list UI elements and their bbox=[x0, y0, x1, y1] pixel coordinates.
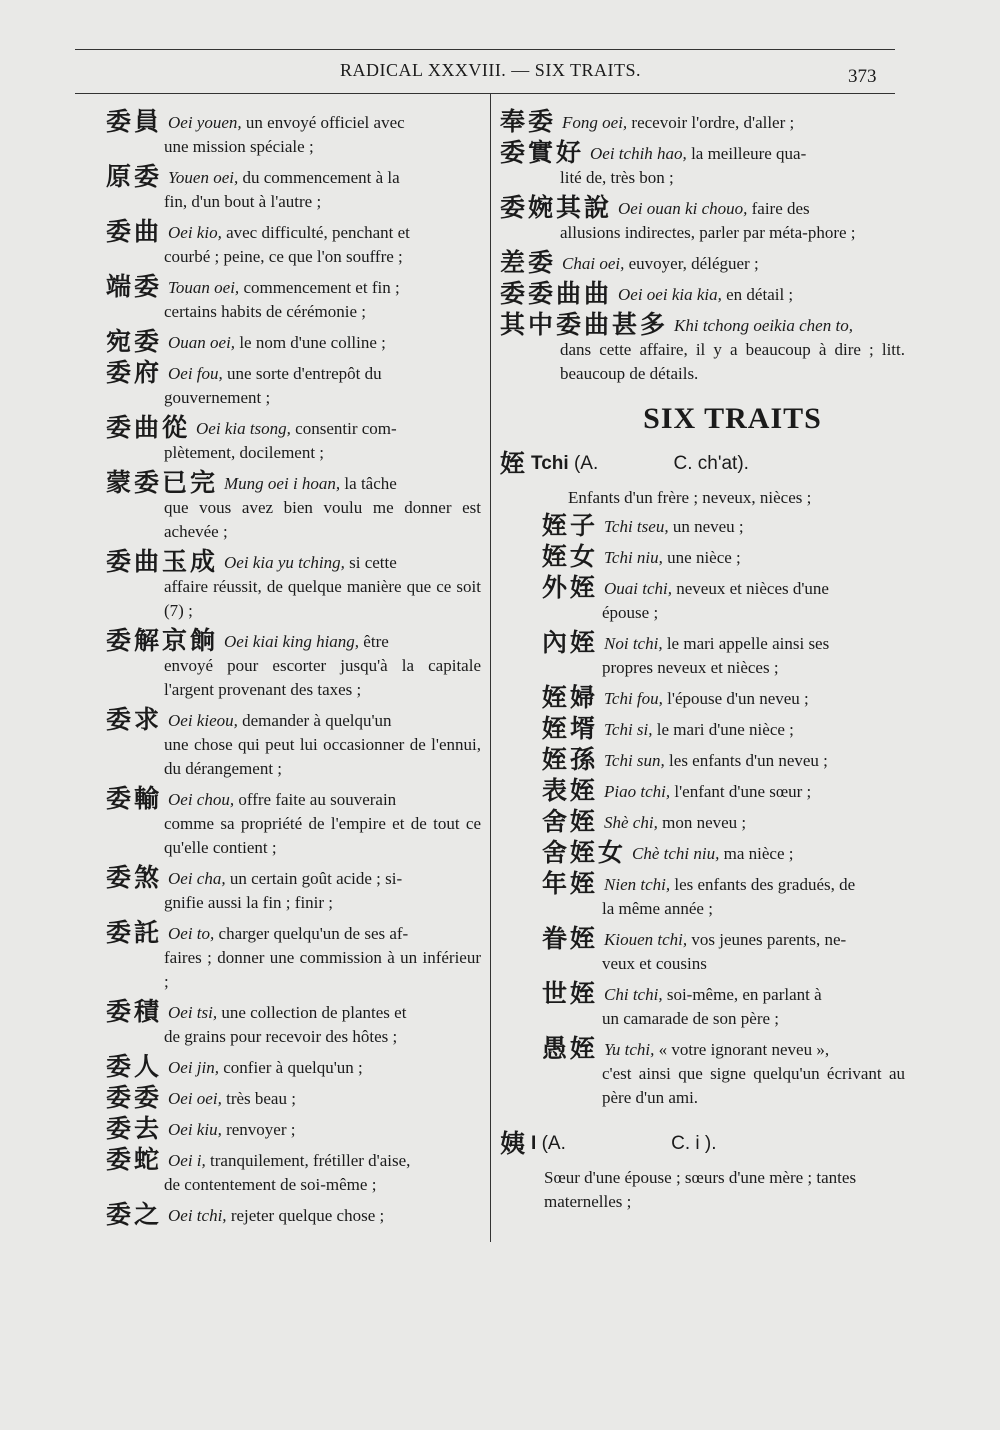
entry: 委煞 Oei cha, un certain goût acide ; si- gnifie aussi la fin ; finir ; bbox=[106, 863, 403, 912]
entry: 委蛇 Oei i, tranquilement, frétiller d'aise, de contentement de soi-même ; bbox=[106, 1145, 411, 1194]
page-number: 373 bbox=[848, 66, 877, 87]
entry: 舍姪 Shè chi, mon neveu ; bbox=[542, 807, 747, 836]
running-header: RADICAL XXXVIII. — SIX TRAITS. bbox=[340, 60, 641, 80]
entry: 委人 Oei jin, confier à quelqu'un ; bbox=[106, 1052, 363, 1081]
section-title: SIX TRAITS bbox=[643, 402, 822, 435]
entry: 愚姪 Yu tchi, « votre ignorant neveu », c'est ainsi que signe quelqu'un écrivant au père d'un ami. bbox=[542, 1034, 905, 1107]
entry: 外姪 Ouai tchi, neveux et nièces d'une épouse ; bbox=[542, 573, 829, 622]
entry: 委之 Oei tchi, rejeter quelque chose ; bbox=[106, 1200, 385, 1229]
top-rule bbox=[75, 49, 895, 50]
entry: 委曲玉成 Oei kia yu tching, si cette affaire réussit, de quelque manière que ce soit (7) ; bbox=[106, 547, 481, 620]
entry: 姪婦 Tchi fou, l'épouse d'un neveu ; bbox=[542, 683, 809, 712]
entry: 委託 Oei to, charger quelqu'un de ses af- faires ; donner une commission à un inférieur ; bbox=[106, 918, 481, 991]
headword-entry: 姪 Tchi (A. C. ch'at). bbox=[500, 449, 749, 478]
entry: 姪女 Tchi niu, une nièce ; bbox=[542, 542, 741, 571]
entry: 姪孫 Tchi sun, les enfants d'un neveu ; bbox=[542, 745, 828, 774]
entry: 內姪 Noi tchi, le mari appelle ainsi ses propres neveux et nièces ; bbox=[542, 628, 830, 677]
entry: 奉委 Fong oei, recevoir l'ordre, d'aller ; bbox=[500, 107, 795, 136]
headword-entry: 姨 I (A. C. i ). bbox=[500, 1129, 717, 1158]
entry: 委曲從 Oei kia tsong, consentir com- plètement, docilement ; bbox=[106, 413, 397, 462]
entry: 原委 Youen oei, du commencement à la fin, d'un bout à l'autre ; bbox=[106, 162, 400, 211]
entry: 蒙委已完 Mung oei i hoan, la tâche que vous avez bien voulu me donner est achevée ; bbox=[106, 468, 481, 541]
left-column bbox=[106, 107, 481, 1234]
entry: 宛委 Ouan oei, le nom d'une colline ; bbox=[106, 327, 386, 356]
entry: 差委 Chai oei, euvoyer, déléguer ; bbox=[500, 248, 759, 277]
entry: 眷姪 Kiouen tchi, vos jeunes parents, ne- veux et cousins bbox=[542, 924, 847, 973]
right-column bbox=[500, 107, 905, 1218]
entry: 委去 Oei kiu, renvoyer ; bbox=[106, 1114, 296, 1143]
entry: 委府 Oei fou, une sorte d'entrepôt du gouvernement ; bbox=[106, 358, 382, 407]
header-rule bbox=[75, 93, 895, 94]
entry: 舍姪女 Chè tchi niu, ma nièce ; bbox=[542, 838, 794, 867]
entry: 年姪 Nien tchi, les enfants des gradués, de la même année ; bbox=[542, 869, 856, 918]
entry: 委員 Oei youen, un envoyé officiel avec une mission spéciale ; bbox=[106, 107, 405, 156]
entry: 委解京餉 Oei kiai king hiang, être envoyé pour escorter jusqu'à la capitale l'argent provenant des taxes ; bbox=[106, 626, 481, 699]
entry: 世姪 Chi tchi, soi-même, en parlant à un camarade de son père ; bbox=[542, 979, 822, 1028]
entry: 委實好 Oei tchih hao, la meilleure qua- lité de, très bon ; bbox=[500, 138, 807, 187]
entry: 委曲 Oei kio, avec difficulté, penchant et courbé ; peine, ce que l'on souffre ; bbox=[106, 217, 410, 266]
entry: 其中委曲甚多 Khi tchong oeikia chen to, dans cette affaire, il y a beaucoup à dire ; litt. beaucoup de détails. bbox=[500, 310, 905, 383]
headword-definition: Enfants d'un frère ; neveux, nièces ; bbox=[568, 488, 812, 507]
entry: 端委 Touan oei, commencement et fin ; certains habits de cérémonie ; bbox=[106, 272, 400, 321]
entry: 委婉其說 Oei ouan ki chouo, faire des allusions indirectes, parler par méta-phore ; bbox=[500, 193, 856, 242]
entry: 委輸 Oei chou, offre faite au souverain comme sa propriété de l'empire et de tout ce qu'elle contient ; bbox=[106, 784, 481, 857]
headword-definition: Sœur d'une épouse ; sœurs d'une mère ; tantes maternelles ; bbox=[544, 1168, 857, 1211]
entry: 委委 Oei oei, très beau ; bbox=[106, 1083, 296, 1112]
entry: 委求 Oei kieou, demander à quelqu'un une chose qui peut lui occasionner de l'ennui, du dérangement ; bbox=[106, 705, 481, 778]
entry: 委積 Oei tsi, une collection de plantes et de grains pour recevoir des hôtes ; bbox=[106, 997, 407, 1046]
entry: 姪子 Tchi tseu, un neveu ; bbox=[542, 511, 744, 540]
entry: 姪壻 Tchi si, le mari d'une nièce ; bbox=[542, 714, 794, 743]
entry: 表姪 Piao tchi, l'enfant d'une sœur ; bbox=[542, 776, 812, 805]
entry: 委委曲曲 Oei oei kia kia, en détail ; bbox=[500, 279, 794, 308]
column-divider bbox=[490, 94, 491, 1242]
